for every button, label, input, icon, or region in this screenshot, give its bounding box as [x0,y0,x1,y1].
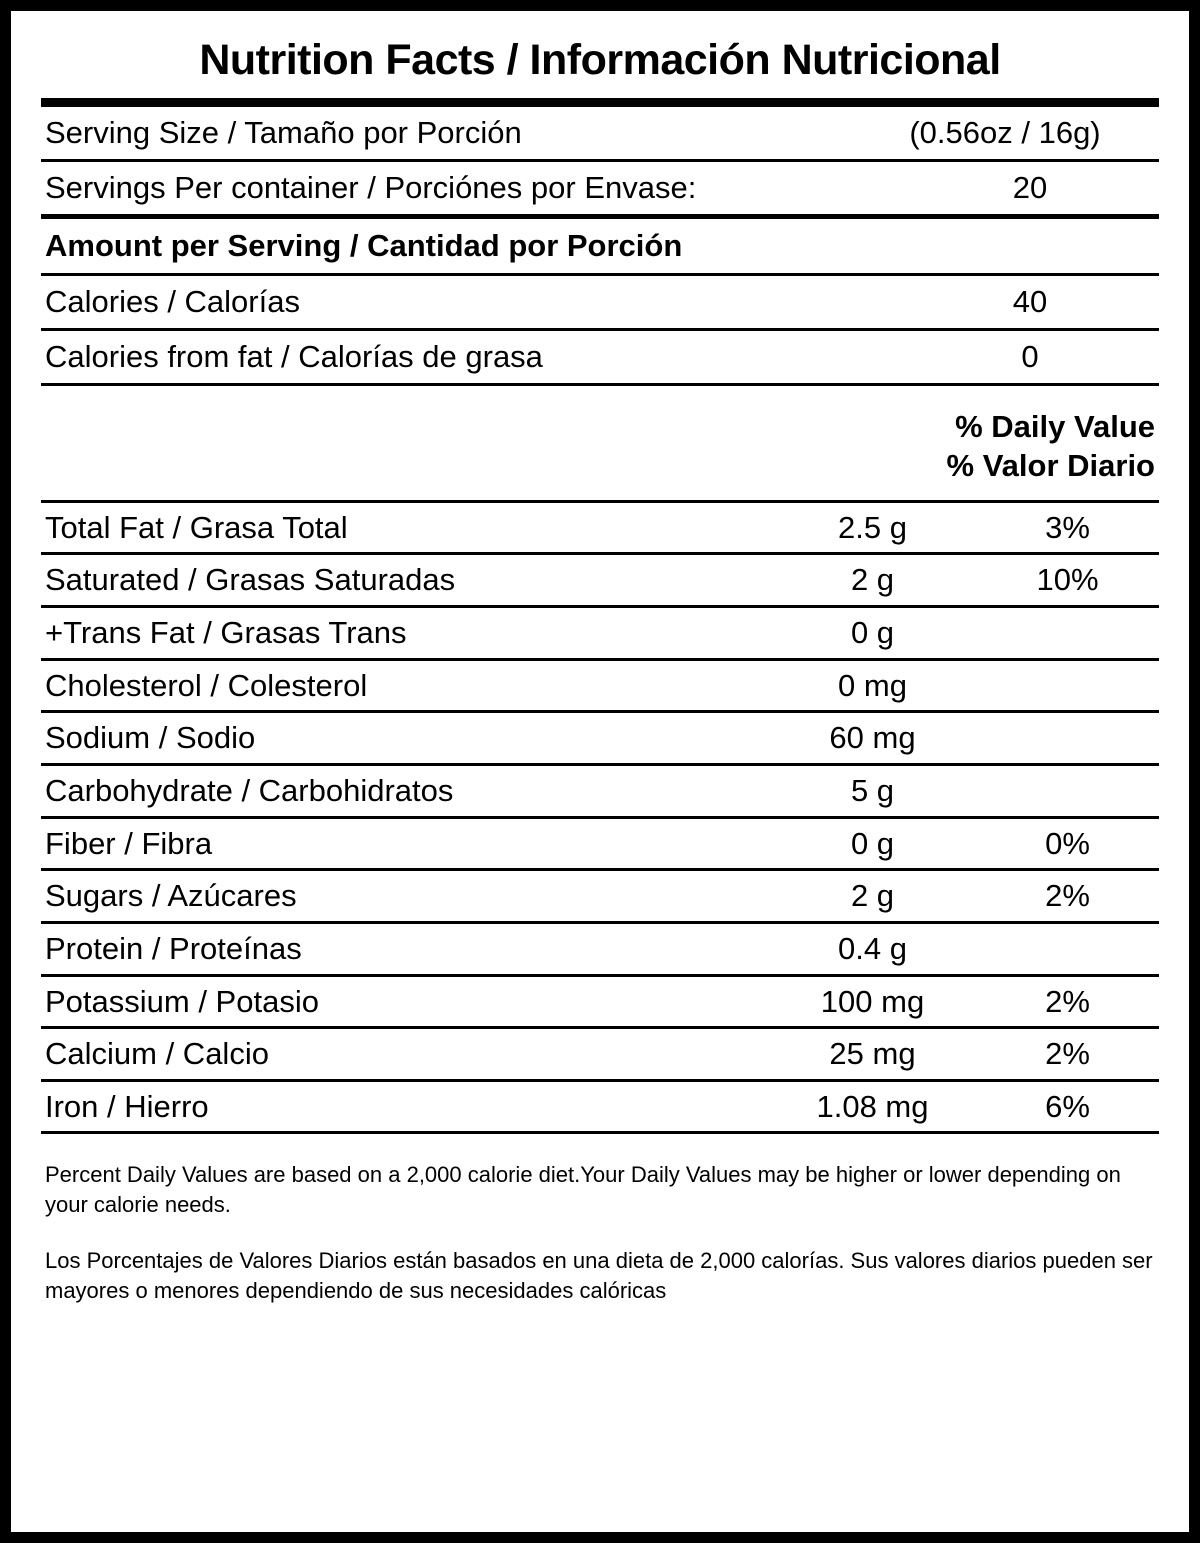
nutrient-label: Sugars / Azúcares [45,878,297,914]
nutrient-label: Fiber / Fibra [45,825,213,861]
calories-from-fat-value: 0 [1021,339,1039,375]
nutrient-label: Carbohydrate / Carbohidratos [45,773,454,808]
footnotes [41,1134,1159,1305]
table-row [41,1029,1159,1079]
calories-value: 40 [1012,284,1048,320]
table-row [41,661,1159,711]
divider-thick-top [41,98,1159,107]
table-row [41,871,1159,921]
nutrient-amount: 2.5 g [838,509,907,545]
calories-from-fat-row [41,331,1159,383]
nutrient-dv: 6% [1045,1088,1090,1124]
table-row [41,819,1159,869]
table-row [41,503,1159,553]
table-row [41,766,1159,816]
nutrient-dv: 3% [1045,509,1090,545]
daily-value-header-es: % Valor Diario [946,448,1155,484]
nutrient-amount: 5 g [850,773,895,808]
servings-per-container-row [41,162,1159,214]
nutrient-dv: 2% [1045,983,1090,1019]
nutrient-amount: 60 mg [829,720,916,756]
calories-row [41,276,1159,328]
nutrient-amount: 0 g [850,615,895,651]
table-row [41,555,1159,605]
nutrient-dv: 10% [1036,562,1099,598]
nutrient-dv: 0% [1045,825,1090,861]
nutrient-dv: 2% [1045,878,1090,914]
amount-per-serving-label: Amount per Serving / Cantidad por Porción [45,228,683,264]
nutrient-amount: 100 mg [820,983,925,1019]
table-row [41,608,1159,658]
servings-per-container-label: Servings Per container / Porciónes por Envase: [45,170,697,206]
daily-value-header [41,386,1159,500]
serving-size-value: (0.56oz / 16g) [909,115,1101,151]
nutrient-label: +Trans Fat / Grasas Trans [45,615,407,651]
table-row [41,977,1159,1027]
calories-from-fat-label: Calories from fat / Calorías de grasa [45,339,543,375]
serving-size-label: Serving Size / Tamaño por Porción [45,115,522,151]
table-row [41,924,1159,974]
table-row [41,1082,1159,1132]
table-row [41,713,1159,763]
nutrient-amount: 2 g [850,562,895,598]
calories-label: Calories / Calorías [45,284,300,320]
nutrient-amount: 0.4 g [838,930,907,966]
daily-value-header-en: % Daily Value [955,409,1155,445]
page-title: Nutrition Facts / Información Nutricional [199,36,1001,84]
nutrient-amount: 0 g [850,825,895,861]
nutrient-label: Sodium / Sodio [45,720,256,756]
nutrient-list [41,503,1159,1135]
nutrient-amount: 2 g [850,878,895,914]
nutrient-label: Cholesterol / Colesterol [45,667,368,703]
nutrient-label: Protein / Proteínas [45,930,302,966]
servings-per-container-value: 20 [1012,170,1048,206]
footnote-spanish: Los Porcentajes de Valores Diarios están basados en una dieta de 2,000 calorías. Sus valores diarios pueden ser mayores o menores dependiendo de sus necesidades calóricas [45,1247,1153,1303]
nutrient-amount: 1.08 mg [816,1088,929,1124]
nutrient-label: Calcium / Calcio [45,1036,269,1072]
nutrient-label: Saturated / Grasas Saturadas [45,562,456,598]
nutrient-amount: 0 mg [838,667,907,703]
footnote-english: Percent Daily Values are based on a 2,000 calorie diet.Your Daily Values may be higher or lower depending on your calorie needs. [45,1162,1121,1218]
nutrient-label: Total Fat / Grasa Total [45,509,348,545]
serving-size-row [41,107,1159,159]
nutrient-label: Potassium / Potasio [45,983,319,1019]
nutrient-amount: 25 mg [829,1036,916,1072]
nutrient-dv: 2% [1045,1036,1090,1072]
nutrient-label: Iron / Hierro [45,1088,209,1124]
